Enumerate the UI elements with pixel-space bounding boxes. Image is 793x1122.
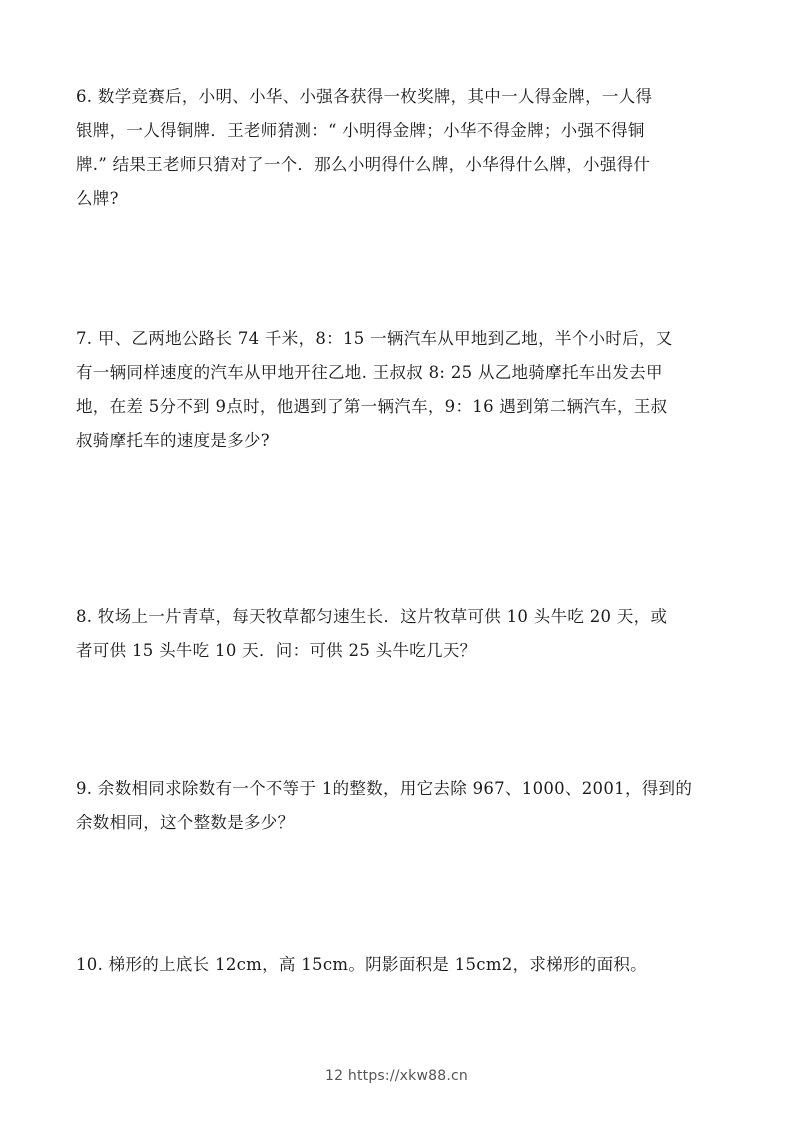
problem-6-line-4: 么牌? [76,189,119,208]
problem-7-line-4: 叔骑摩托车的速度是多少? [76,431,270,450]
problem-10 [76,948,724,982]
problem-8-line-2: 者可供 15 头牛吃 10 天．问：可供 25 头牛吃几天？ [76,641,477,660]
problem-8-line-1: 8. 牧场上一片青草，每天牧草都匀速生长．这片牧草可供 10 头牛吃 20 天，或 [76,607,668,626]
problem-9 [76,772,724,840]
page-footer [0,1068,793,1084]
problem-8 [76,600,724,668]
problem-7-line-3: 地，在差 5分不到 9点时，他遇到了第一辆汽车，9：16 遇到第二辆汽车，王叔 [76,397,668,416]
problem-10-line-1: 10. 梯形的上底长 12cm，高 15cm。阴影面积是 15cm2，求梯形的面积。 [76,955,647,974]
problem-6 [76,80,724,216]
footer-text: 12 https://xkw88.cn [325,1068,468,1084]
problem-7-line-1: 7. 甲、乙两地公路长 74 千米，8：15 一辆汽车从甲地到乙地，半个小时后，又 [76,329,673,348]
problem-6-line-1: 6. 数学竞赛后，小明、小华、小强各获得一枚奖牌，其中一人得金牌，一人得 [76,87,653,106]
problem-9-line-2: 余数相同，这个整数是多少？ [76,813,295,832]
problem-7-line-2: 有一辆同样速度的汽车从甲地开往乙地. 王叔叔 8: 25 从乙地骑摩托车出发去甲 [76,363,663,382]
problem-9-line-1: 9. 余数相同求除数有一个不等于 1的整数，用它去除 967、1000、2001，得到的 [76,779,693,798]
problem-6-line-2: 银牌，一人得铜牌．王老师猜测：“ 小明得金牌；小华不得金牌；小强不得铜 [76,121,645,140]
problem-6-line-3: 牌.” 结果王老师只猜对了一个．那么小明得什么牌，小华得什么牌，小强得什 [76,155,651,174]
problem-7 [76,322,724,458]
